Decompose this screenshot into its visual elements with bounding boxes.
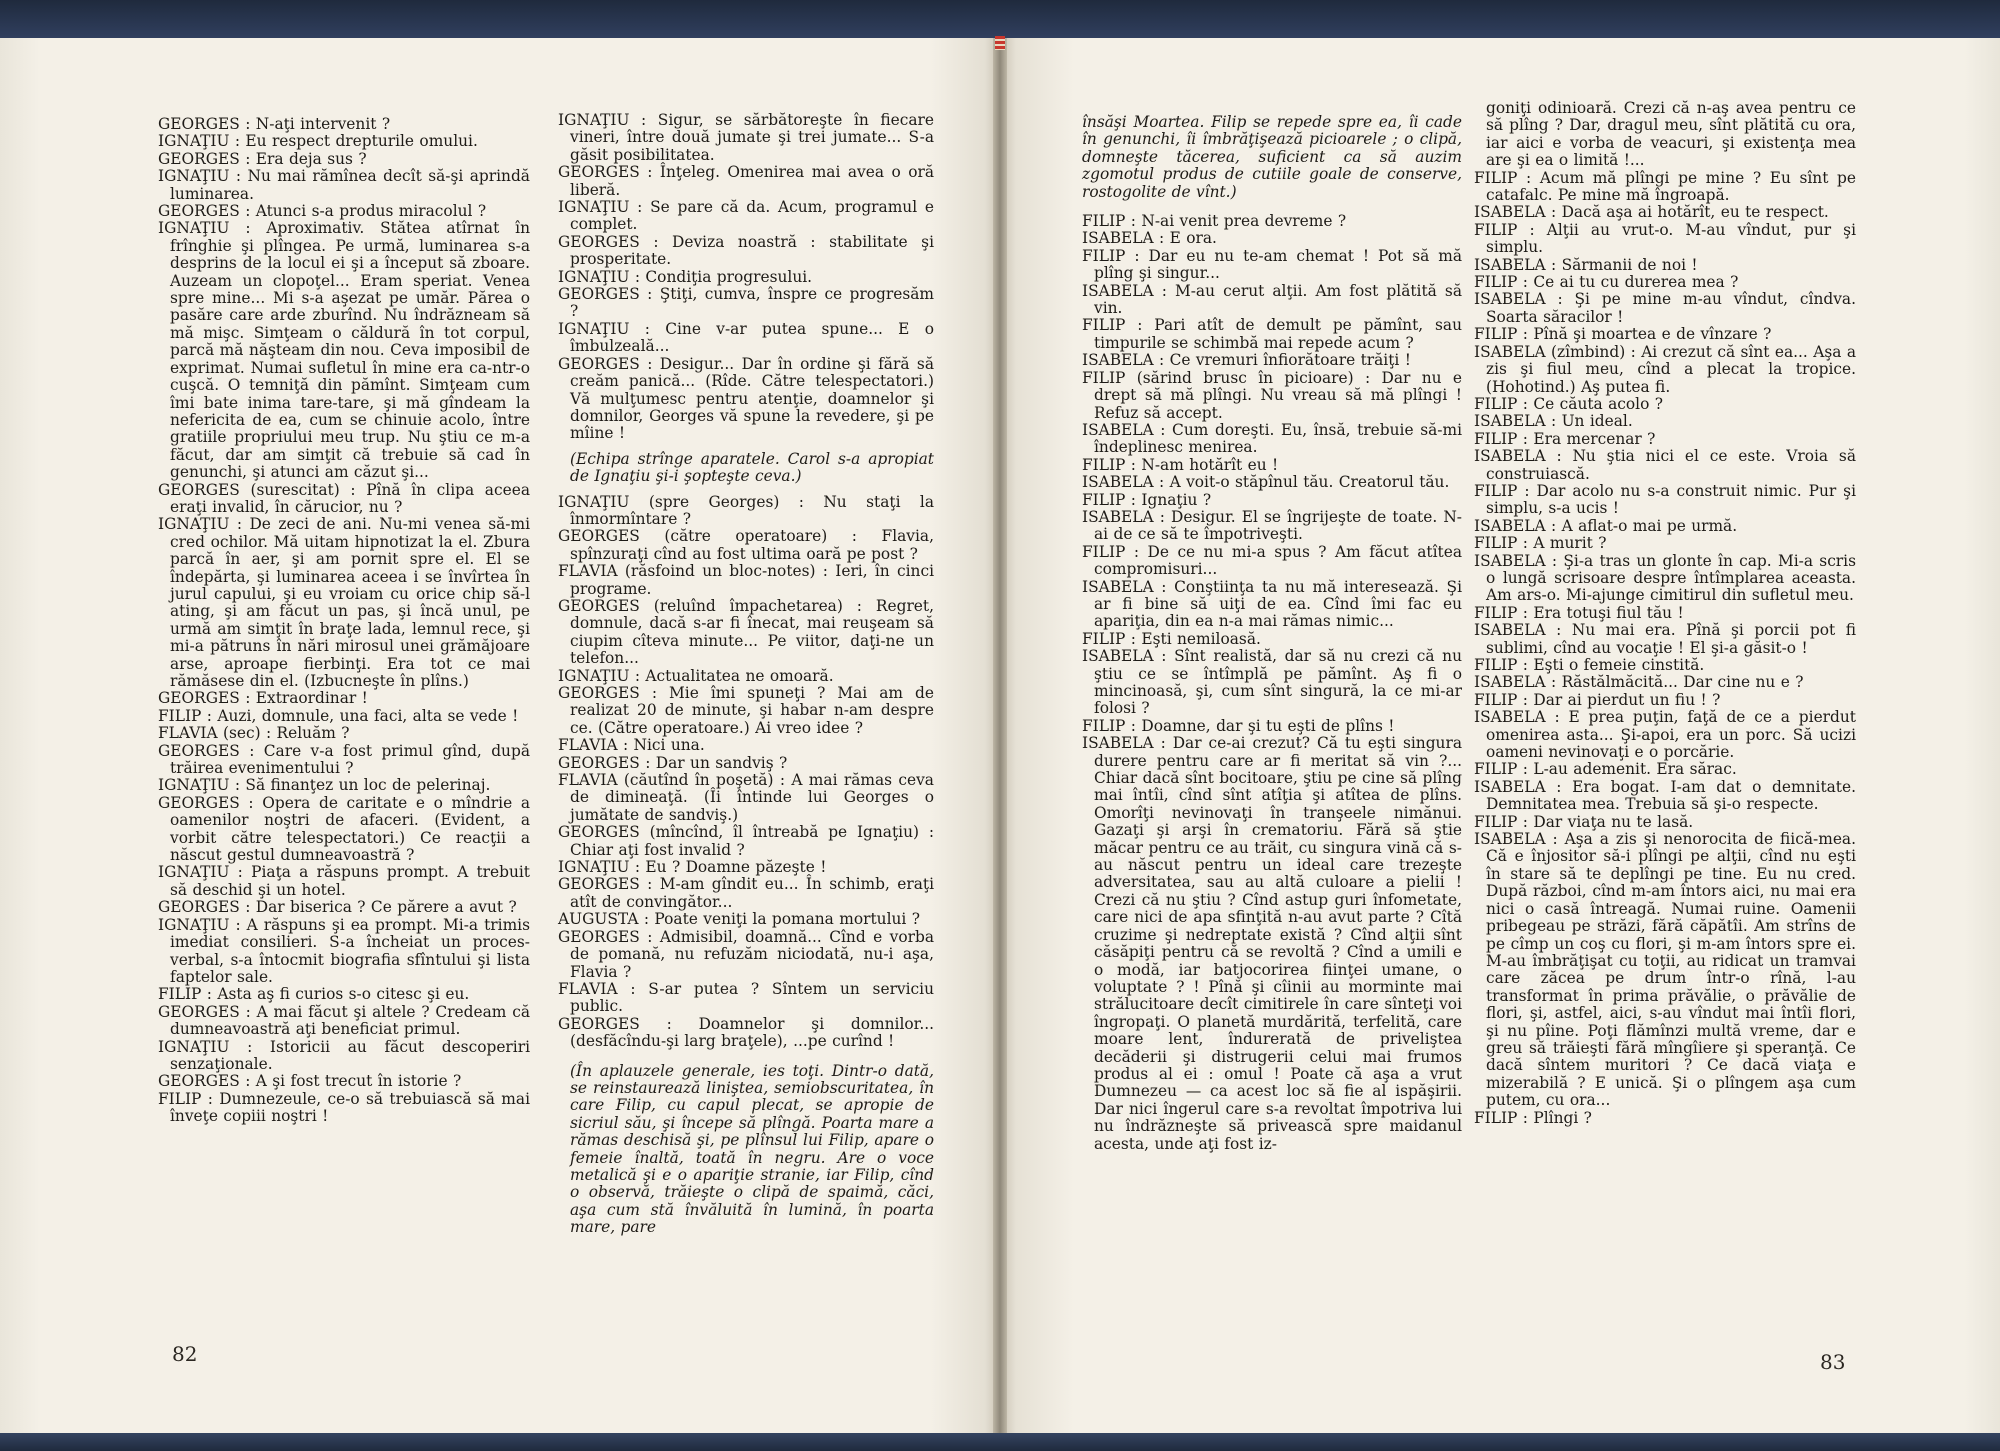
- left-page-column-1: [158, 116, 530, 1126]
- dialogue-line: ISABELA : Şi pe mine m-au vîndut, cîndva. Soarta săracilor !: [1474, 290, 1856, 326]
- dialogue-line: IGNAŢIU : Nu mai rămînea decît să-şi aprindă luminarea.: [158, 167, 530, 203]
- dialogue-line: FILIP : Dar ai pierdut un fiu ! ?: [1474, 690, 1721, 709]
- dialogue-line: FILIP : Asta aş fi curios s-o citesc şi eu.: [158, 985, 470, 1004]
- dialogue-line: IGNAŢIU : Condiţia progresului.: [558, 267, 813, 286]
- right-page: [1004, 38, 2000, 1433]
- dialogue-line: GEORGES : M-am gîndit eu... În schimb, eraţi atît de convingător...: [558, 875, 934, 911]
- dialogue-line: FILIP : Dumnezeule, ce-o să trebuiască să mai înveţe copiii noştri !: [158, 1089, 530, 1126]
- dialogue-line: goniţi odinioară. Crezi că n-aş avea pentru ce să plîng ? Dar, dragul meu, sînt plătită cu ora, iar aici e vorba de veacuri, şi existenţa mea are şi ea o limită !...: [1486, 99, 1856, 170]
- page-number-left: 82: [172, 1342, 198, 1366]
- dialogue-line: FILIP : De ce nu mi-a spus ? Am făcut atîtea compromisuri...: [1082, 542, 1462, 579]
- dialogue-line: ISABELA : Ce vremuri înfiorătoare trăiţi !: [1082, 351, 1411, 370]
- dialogue-line: GEORGES : Admisibil, doamnă... Cînd e vorba de pomană, nu refuzăm niciodată, nu-i aşa, Flavia ?: [558, 927, 934, 981]
- page-number-right: 83: [1820, 1350, 1846, 1374]
- dialogue-line: FILIP : N-am hotărît eu !: [1082, 455, 1279, 474]
- book-headband: [995, 36, 1005, 50]
- dialogue-line: FILIP : Dar acolo nu s-a construit nimic. Pur şi simplu, s-a ucis !: [1474, 481, 1856, 518]
- dialogue-line: ISABELA : Un ideal.: [1474, 412, 1633, 431]
- dialogue-line: FILIP (sărind brusc în picioare) : Dar nu e drept să mă plîngi. Nu vreau să mă plîngi ! Refuz să accept.: [1082, 368, 1462, 422]
- dialogue-line: IGNAŢIU : Istoricii au făcut descoperiri senzaţionale.: [158, 1037, 530, 1073]
- dialogue-line: FILIP : Pari atît de demult pe pămînt, sau timpurile se schimbă mai repede acum ?: [1082, 316, 1462, 352]
- dialogue-line: ISABELA : Cum doreşti. Eu, însă, trebuie să-mi îndeplinesc menirea.: [1082, 420, 1462, 457]
- dialogue-line: GEORGES : Extraordinar !: [158, 689, 368, 708]
- dialogue-line: GEORGES : Ştiţi, cumva, înspre ce progresăm ?: [558, 285, 934, 321]
- book-cover-top: [0, 0, 2000, 40]
- dialogue-line: FLAVIA : Nici una.: [558, 736, 705, 755]
- dialogue-line: ISABELA : Sînt realistă, dar să nu crezi că nu ştiu ce se întîmplă pe pămînt. Aş fi o mincinoasă, şi, cum sînt singură, la ce mi-ar folosi ?: [1082, 647, 1462, 718]
- dialogue-line: ISABELA : Nu ştia nici el ce este. Vroia să construiască.: [1474, 447, 1856, 483]
- book-gutter: [993, 38, 1007, 1433]
- dialogue-line: FILIP : Eşti o femeie cinstită.: [1474, 656, 1705, 674]
- dialogue-line: ISABELA : Dacă aşa ai hotărît, eu te respect.: [1474, 203, 1829, 222]
- dialogue-line: IGNAŢIU : De zeci de ani. Nu-mi venea să-mi cred ochilor. Mă uitam hipnotizat la el. Zbura parcă în aer, şi am pornit spre el. El se îndepărta, şi luminarea aceea i se învîrtea în jurul capului, şi eu vroiam cu orice chip să-l ating, şi am făcut un pas, şi încă unul, pe urmă am simţit în braţe lada, lemnul rece, şi mi-a pătruns în nări mirosul unei grămăjoare arse, aproape fierbinţi. Era tot ce mai rămăsese din el. (Izbucneşte în plîns.): [158, 515, 530, 690]
- dialogue-line: IGNAŢIU : Se pare că da. Acum, programul e complet.: [558, 198, 934, 234]
- dialogue-line: GEORGES : Era deja sus ?: [158, 149, 367, 168]
- dialogue-line: ISABELA : Şi-a tras un glonte în cap. Mi-a scris o lungă scrisoare despre întîmplarea aceasta. Am ars-o. Mi-ajunge cimitirul din sufletul meu.: [1474, 551, 1856, 605]
- dialogue-line: FILIP : L-au ademenit. Era sărac.: [1474, 760, 1737, 779]
- dialogue-line: GEORGES : Atunci s-a produs miracolul ?: [158, 202, 487, 221]
- dialogue-line: FILIP : Acum mă plîngi pe mine ? Eu sînt pe catafalc. Pe mine mă îngroapă.: [1474, 168, 1856, 205]
- right-page-column-1: [1082, 114, 1462, 1153]
- dialogue-line: ISABELA (zîmbind) : Ai crezut că sînt ea... Aşa a zis şi fiul meu, cînd a plecat la tropice. (Hohotind.) Aş putea fi.: [1474, 342, 1856, 396]
- dialogue-line: GEORGES : A mai făcut şi altele ? Credeam că dumneavoastră aţi beneficiat primul.: [158, 1002, 530, 1039]
- dialogue-line: ISABELA : Sărmanii de noi !: [1474, 255, 1698, 274]
- dialogue-line: FILIP : Pînă şi moartea e de vînzare ?: [1474, 325, 1772, 344]
- dialogue-line: IGNAŢIU : A răspuns şi ea prompt. Mi-a trimis imediat consilieri. S-a încheiat un proces-verbal, s-a întocmit biografia sfîntului şi lista faptelor sale.: [158, 915, 530, 986]
- dialogue-line: GEORGES (reluînd împachetarea) : Regret, domnule, dacă s-ar fi înecat, mai reuşeam să ciupim cîteva minute... Pe viitor, daţi-ne un telefon...: [558, 596, 934, 668]
- dialogue-line: FILIP : Era mercenar ?: [1474, 429, 1656, 448]
- dialogue-line: ISABELA : A aflat-o mai pe urmă.: [1474, 516, 1738, 535]
- dialogue-line: GEORGES : Deviza noastră : stabilitate şi prosperitate.: [558, 232, 934, 269]
- dialogue-line: FLAVIA : S-ar putea ? Sîntem un serviciu public.: [558, 979, 934, 1016]
- dialogue-line: ISABELA : Dar ce-ai crezut? Că tu eşti singura durere pentru care ar fi meritat să vin ?... Chiar dacă sînt bocitoare, ştiu pe cine să plîng mai întîi, cînd sînt atîţia şi atîtea de plîns. Omorîţi nevinovaţi în tranşeele nimănui. Gazaţi şi arşi în crematoriu. Fără să ştie măcar pentru ce au trăit, cu singura vină că s-au născut pentru un ideal care trezeşte adversitatea, sau au altă culoare a pielii ! Crezi că nu ştiu ? Cînd astup guri înfometate, care nici de apa sfinţită n-au avut parte ? Cîtă cruzime şi nedreptate există ? Cînd alţii sînt căsăpiţi pentru că se revoltă ? Cînd a umili e o modă, iar batjocorirea fiinţei umane, o voluptate ? ! Pînă şi cîinii au morminte mai strălucitoare decît cimitirele în care sînteţi voi îngropaţi. O planetă murdărită, terfelită, care moare lent, îndurerată de priveliştea decăderii şi distrugerii celui mai frumos produs al ei : omul ! Poate că aşa a vrut Dumnezeu — ca acest loc să fie al ispăşirii. Dar nici îngerul care s-a revoltat împotriva lui nu îndrăzneşte să privească spre maidanul acesta, unde aţi fost iz-: [1082, 734, 1462, 1153]
- dialogue-line: IGNAŢIU : Cine v-ar putea spune... E o îmbulzeală...: [558, 319, 934, 356]
- dialogue-line: GEORGES : Care v-a fost primul gînd, după trăirea evenimentului ?: [158, 741, 530, 778]
- dialogue-line: ISABELA : A voit-o stăpînul tău. Creatorul tău.: [1082, 473, 1450, 492]
- dialogue-line: GEORGES : Dar un sandviş ?: [558, 753, 788, 772]
- dialogue-line: ISABELA : E ora.: [1082, 229, 1217, 248]
- dialogue-line: FLAVIA (sec) : Reluăm ?: [158, 724, 350, 743]
- dialogue-line: ISABELA : Conştiinţa ta nu mă interesează. Şi ar fi bine să uiţi de ea. Cînd îmi fac eu apariţia, din ea n-a mai rămas nimic...: [1082, 577, 1462, 631]
- dialogue-line: FILIP : Auzi, domnule, una faci, alta se vede !: [158, 706, 519, 725]
- stage-direction: (În aplauzele generale, ies toţi. Dintr-o dată, se reinstaurează liniştea, semiobscuritatea, în care Filip, cu capul plecat, se apropie de sicriul său, şi începe să plîngă. Poarta mare a rămas deschisă şi, pe plînsul lui Filip, apare o femeie înaltă, toată în negru. Are o voce metalică şi e o apariţie stranie, iar Filip, cînd o observă, trăieşte o clipă de spaimă, căci, aşa cum stă învăluită în lumină, în poarta mare, pare: [570, 1061, 934, 1237]
- dialogue-line: IGNAŢIU : Eu respect drepturile omului.: [158, 132, 478, 151]
- dialogue-line: FILIP : Doamne, dar şi tu eşti de plîns !: [1082, 716, 1395, 735]
- dialogue-line: FILIP : Ce căuta acolo ?: [1474, 394, 1664, 413]
- dialogue-line: IGNAŢIU : Aproximativ. Stătea atîrnat în frînghie şi plîngea. Pe urmă, luminarea s-a desprins de la locul ei şi a început să zboare. Auzeam un clopoţel... Eram speriat. Venea spre mine... Mi s-a aşezat pe umăr. Părea o pasăre care arde zburînd. Nu îndrăzneam să mă mişc. Simţeam o căldură în tot corpul, parcă mă năşteam din nou. Ceva imposibil de exprimat. Numai sufletul în mine era ca-ntr-o cuşcă. O temniţă din pămînt. Simţeam cum îmi bate inima tare-tare, şi mă gîndeam la nefericita de ea, cum se chinuie acolo, între gratiile propriului meu trup. Nu ştiu ce m-a făcut, dar am simţit că trebuie să cad în genunchi, şi atunci am căzut şi...: [158, 219, 530, 482]
- dialogue-line: ISABELA : M-au cerut alţii. Am fost plătită să vin.: [1082, 281, 1462, 318]
- dialogue-line: GEORGES : Dar biserica ? Ce părere a avut ?: [158, 898, 517, 917]
- dialogue-line: FILIP : A murit ?: [1474, 534, 1607, 553]
- dialogue-line: FLAVIA (căutînd în poşetă) : A mai rămas ceva de dimineaţă. (Îi întinde lui Georges o jumătate de sandviş.): [558, 771, 934, 824]
- dialogue-line: IGNAŢIU : Piaţa a răspuns prompt. A trebuit să deschid şi un hotel.: [158, 863, 530, 899]
- dialogue-line: FILIP : N-ai venit prea devreme ?: [1082, 212, 1347, 231]
- left-page-column-2: [558, 112, 934, 1245]
- dialogue-line: GEORGES : Opera de caritate e o mîndrie a oamenilor noştri de afaceri. (Evident, a vorbit către telespectatori.) Ce reacţii a născut gestul dumneavoastră ?: [158, 793, 530, 865]
- dialogue-line: IGNAŢIU : Sigur, se sărbătoreşte în fiecare vineri, între două jumate şi trei jumate... S-a găsit posibilitatea.: [558, 111, 934, 164]
- dialogue-line: IGNAŢIU : Actualitatea ne omoară.: [558, 666, 834, 685]
- dialogue-line: AUGUSTA : Poate veniţi la pomana mortului ?: [558, 910, 920, 929]
- dialogue-line: IGNAŢIU : Să finanţez un loc de pelerinaj.: [158, 776, 491, 795]
- dialogue-line: FILIP : Ignaţiu ?: [1082, 490, 1212, 509]
- dialogue-line: FILIP : Dar eu nu te-am chemat ! Pot să mă plîng şi singur...: [1082, 246, 1462, 283]
- dialogue-line: GEORGES : Mie îmi spuneţi ? Mai am de realizat 20 de minute, şi habar n-am despre ce. (Către operatoare.) Ai vreo idee ?: [558, 684, 934, 737]
- dialogue-line: ISABELA : Nu mai era. Pînă şi porcii pot fi sublimi, cînd au vocaţie ! El şi-a găsit-o !: [1474, 621, 1856, 657]
- dialogue-line: GEORGES : Desigur... Dar în ordine şi fără să creăm panică... (Rîde. Către telespectatori.) Vă mulţumesc pentru atenţie, doamnelor şi domnilor, Georges vă spune la revedere, şi pe mîine !: [558, 354, 934, 443]
- dialogue-line: IGNAŢIU (spre Georges) : Nu staţi la înmormîntare ?: [558, 492, 934, 528]
- stage-direction: însăşi Moartea. Filip se repede spre ea, îi cade în genunchi, îi îmbrăţişează picioarele ; o clipă, domneşte tăcerea, suficient ca să auzim zgomotul produs de cutiile goale de conserve, rostogolite de vînt.): [1082, 113, 1462, 201]
- dialogue-line: GEORGES : Înţeleg. Omenirea mai avea o oră liberă.: [558, 163, 934, 199]
- left-page: [0, 38, 996, 1433]
- dialogue-line: GEORGES (către operatoare) : Flavia, spînzuraţi cînd au fost ultima oară pe post ?: [558, 527, 934, 563]
- dialogue-line: FILIP : Alţii au vrut-o. M-au vîndut, pur şi simplu.: [1474, 220, 1856, 257]
- dialogue-line: ISABELA : Aşa a zis şi nenorocita de fiică-mea. Că e înjositor să-i plîngi pe alţii, cînd nu eşti în stare să te deplîngi pe tine. Eu nu cred. După război, cînd m-am întors aici, nu mai era nici o casă întreagă. Numai ruine. Oamenii pribegeau pe străzi, fără căpătîi. Am strîns de pe cîmp un coş cu flori, şi m-am întors spre ei. M-au îmbrăţişat cu toţii, au ridicat un tramvai care zăcea pe drum într-o rînă, l-au transformat în prima prăvălie, o prăvălie de flori, şi, astfel, aici, s-au vîndut mai întîi flori, şi nu pîine. Poţi flămînzi multă vreme, dar e greu să trăieşti fără mîngîiere şi speranţă. Ce dacă sîntem muritori ? Ce dacă viaţa e mizerabilă ? E unică. Şi o plîngem aşa cum putem, cu ora...: [1474, 830, 1856, 1110]
- dialogue-line: GEORGES (mîncînd, îl întreabă pe Ignaţiu) : Chiar aţi fost invalid ?: [558, 823, 934, 859]
- dialogue-line: ISABELA : Era bogat. I-am dat o demnitate. Demnitatea mea. Trebuia să şi-o respecte.: [1474, 777, 1856, 814]
- dialogue-line: ISABELA : E prea puţin, faţă de ce a pierdut omenirea asta... Şi-apoi, era un porc. Să ucizi oameni nevinovaţi e o porcărie.: [1474, 708, 1856, 762]
- dialogue-line: FILIP : Era totuşi fiul tău !: [1474, 603, 1684, 622]
- dialogue-line: GEORGES (surescitat) : Pînă în clipa aceea eraţi invalid, în cărucior, nu ?: [158, 480, 530, 516]
- dialogue-line: GEORGES : Doamnelor şi domnilor... (desfăcîndu-şi larg braţele), ...pe curînd !: [558, 1014, 934, 1051]
- stage-direction: (Echipa strînge aparatele. Carol s-a apropiat de Ignaţiu şi-i şopteşte ceva.): [570, 449, 934, 486]
- dialogue-line: ISABELA : Răstălmăcită... Dar cine nu e ?: [1474, 673, 1804, 692]
- dialogue-line: FILIP : Ce ai tu cu durerea mea ?: [1474, 273, 1739, 292]
- dialogue-line: IGNAŢIU : Eu ? Doamne păzeşte !: [558, 858, 827, 877]
- dialogue-line: GEORGES : N-aţi intervenit ?: [158, 115, 391, 133]
- dialogue-line: ISABELA : Desigur. El se îngrijeşte de toate. N-ai de ce să te împotriveşti.: [1082, 507, 1462, 544]
- dialogue-line: FILIP : Dar viaţa nu te lasă.: [1474, 812, 1694, 831]
- dialogue-line: GEORGES : A şi fost trecut în istorie ?: [158, 1072, 462, 1091]
- dialogue-line: FILIP : Plîngi ?: [1474, 1108, 1592, 1127]
- right-page-column-2: [1474, 100, 1856, 1127]
- dialogue-line: FILIP : Eşti nemiloasă.: [1082, 629, 1261, 648]
- dialogue-line: FLAVIA (răsfoind un bloc-notes) : Ieri, în cinci programe.: [558, 562, 934, 598]
